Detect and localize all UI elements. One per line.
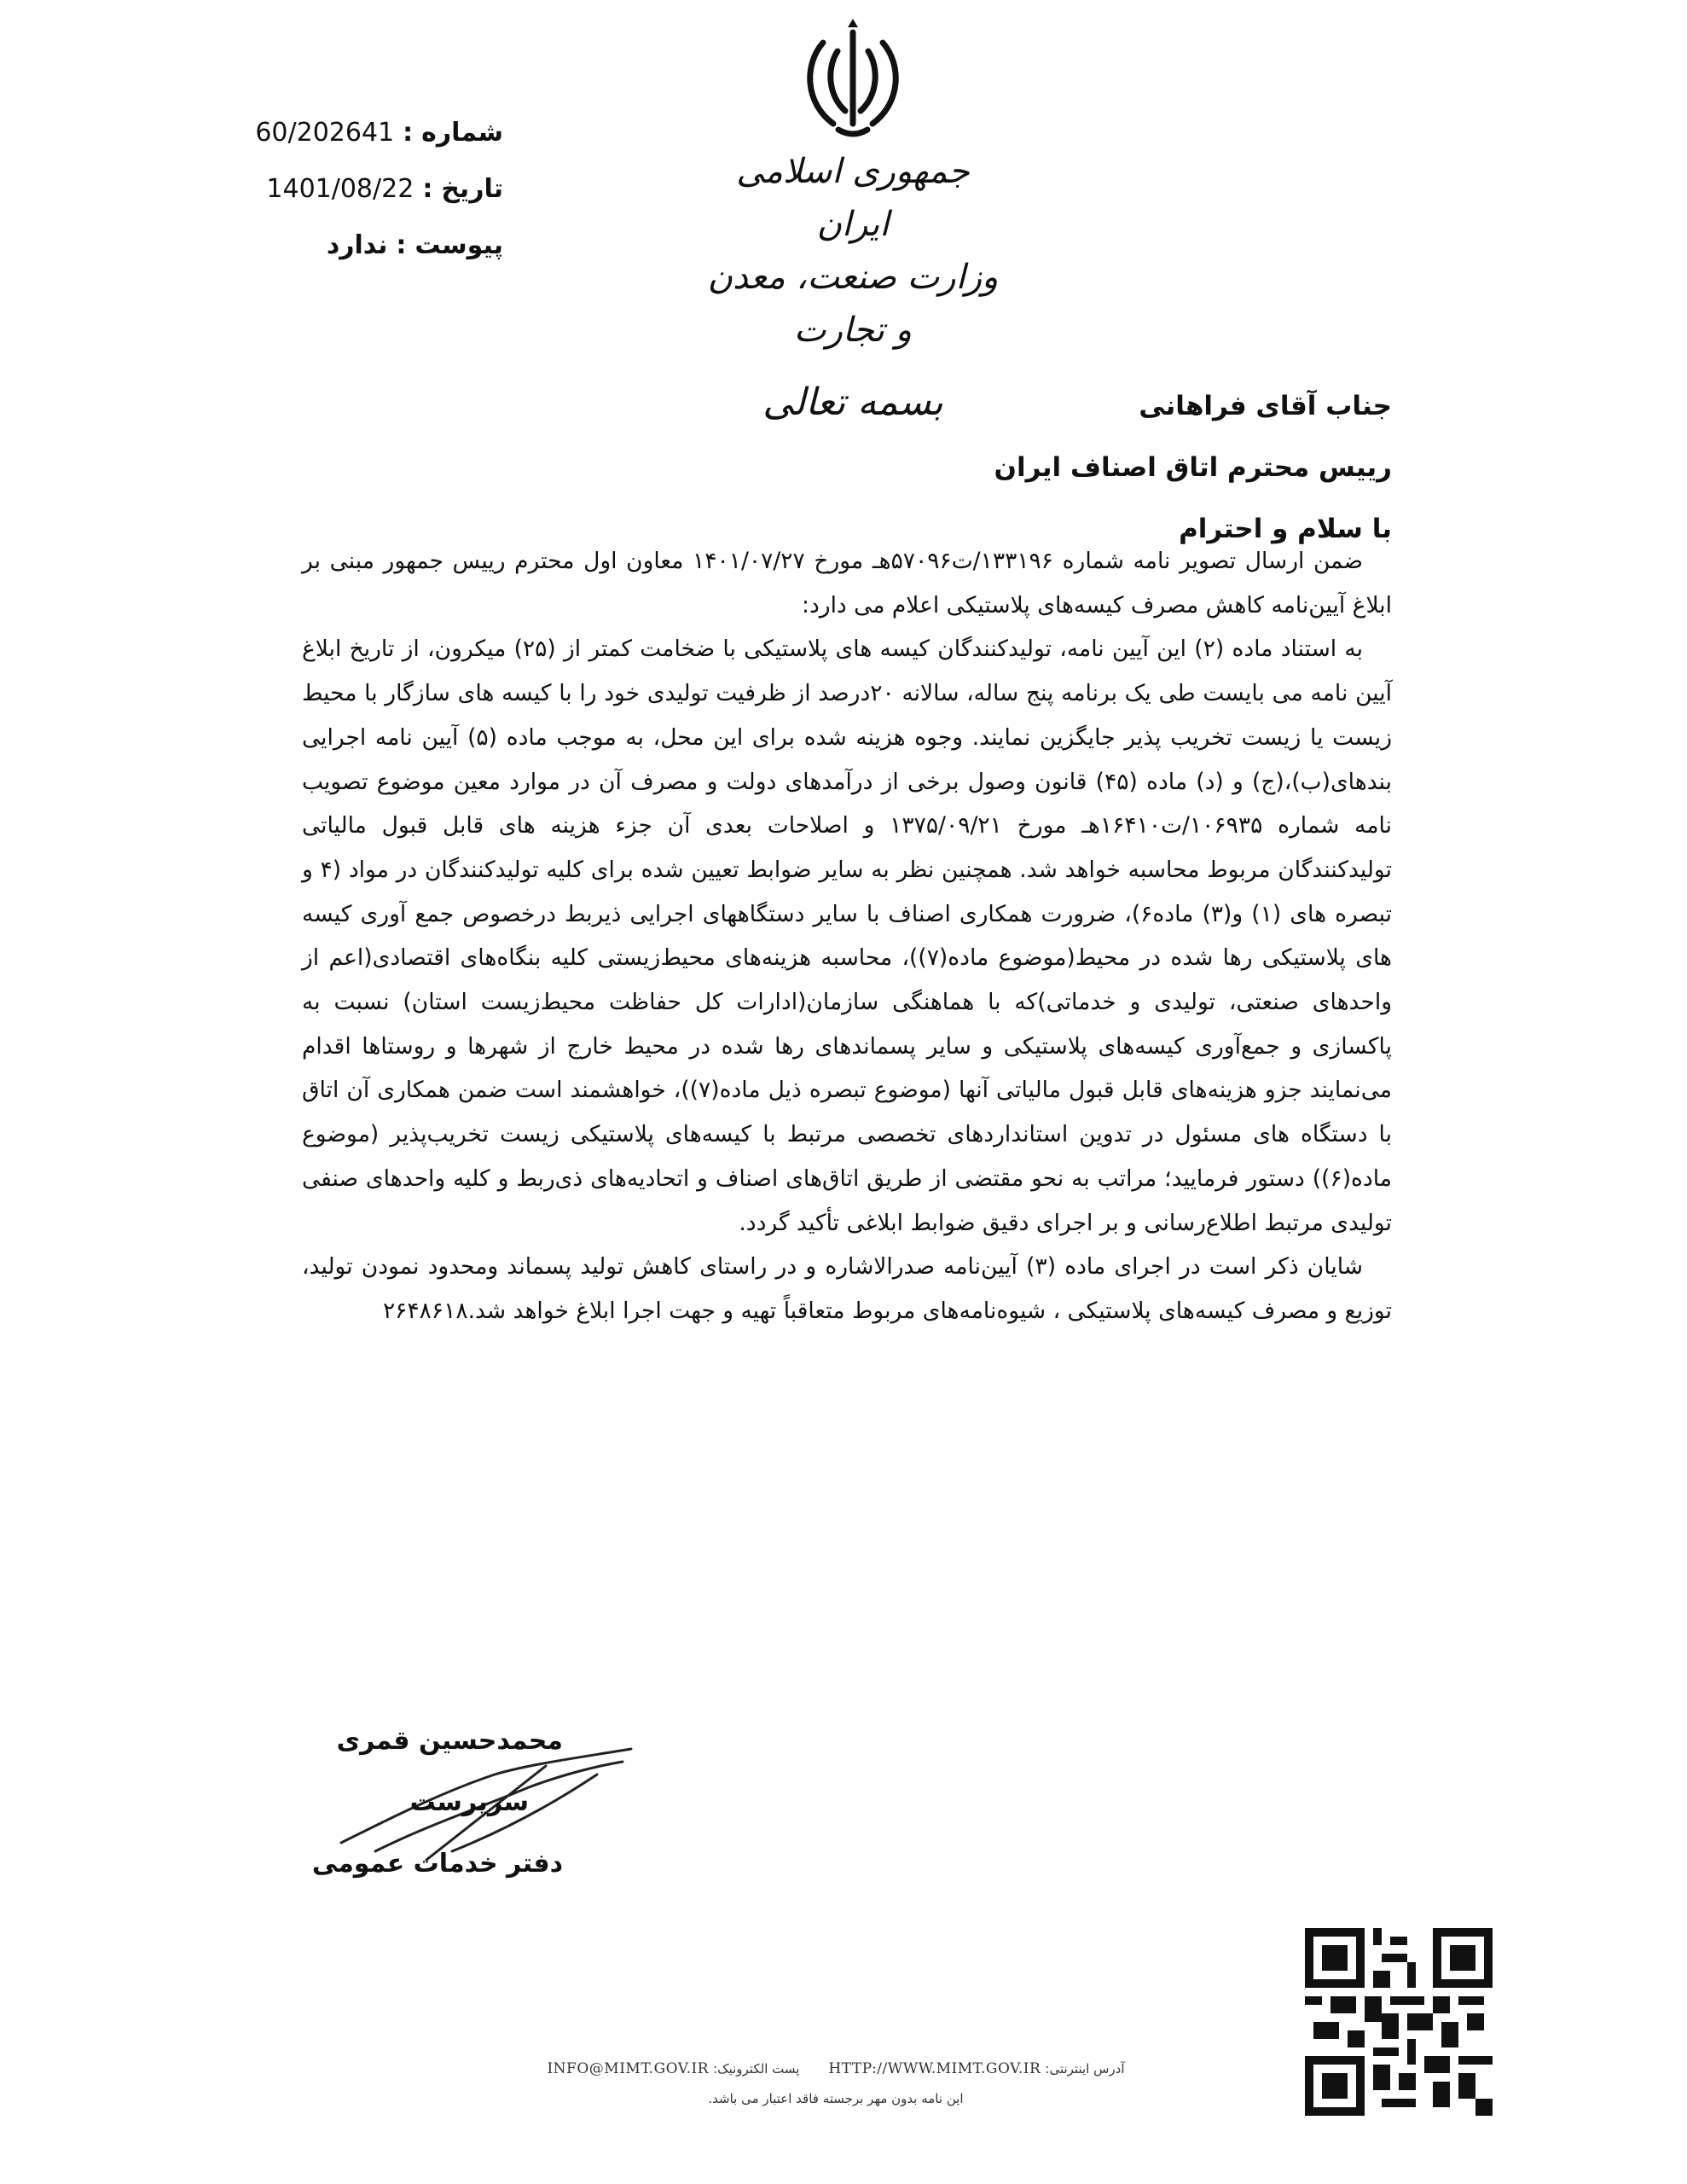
basmala: بسمه تعالی [762, 380, 943, 424]
signature-block [273, 1711, 563, 1907]
letter-attachment-row [213, 230, 503, 287]
footer [452, 2056, 1220, 2116]
signer-office: دفتر خدمات عمومی [311, 1849, 563, 1879]
body-paragraph: به استناد ماده (۲) این آیین نامه، تولیدکنندگان کیسه های پلاستیکی با ضخامت کمتر از (۲۵) میکرون، از تاریخ ابلاغ آیین نامه می بایست طی یک برنامه پنج ساله، سالانه ۲۰درصد از ظرفیت تولیدی خود را با کیسه های سازگار با محیط زیست یا زیست تخریب پذیر جایگزین نمایند. وجوه هزینه شده برای این محل، به موجب ماده (۵) آیین نامه اجرایی بندهای(ب)،(ج) و (د) ماده (۴۵) قانون وصول برخی از درآمدهای دولت و مصرف آن در موارد معین موضوع تصویب نامه شماره ۱۰۶۹۳۵/ت۱۶۴۱۰هـ مورخ ۱۳۷۵/۰۹/۲۱ و اصلاحات بعدی آن جزء هزینه های قابل قبول مالیاتی تولیدکنندگان مربوط محاسبه خواهد شد. همچنین نظر به سایر ضوابط تعیین شده برای کلیه تولیدکنندگان در مواد (۴ و تبصره های (۱) و(۳) ماده۶)، ضرورت همکاری اصناف با سایر دستگاههای اجرایی ذیربط درخصوص جمع آوری کیسه های پلاستیکی رها شده در محیط(موضوع ماده(۷))، محاسبه هزینه‌های محیط‌زیستی کلیه بنگاه‌های اقتصادی(اعم از واحدهای صنعتی، تولیدی و خدماتی)که با هماهنگی سازمان(ادارات کل حفاظت محیط‌زیست استان) نسبت به پاکسازی و جمع‌آوری کیسه‌های پلاستیکی و سایر پسماندهای رها شده در محیط خارج از شهرها و روستاها اقدام می‌نمایند جزو هزینه‌های قابل قبول مالیاتی آنها (موضوع تبصره ذیل ماده(۷))، خواهشمند است ضمن همکاری آن اتاق با دستگاه های مسئول در تدوین استانداردهای تخصصی مرتبط با کیسه‌های پلاستیکی زیست تخریب‌پذیر (موضوع ماده(۶)) دستور فرمایید؛ مراتب به نحو مقتضی از طریق اتاق‌های اصناف و اتحادیه‌های ذی‌ربط و کلیه واحدهای صنفی تولیدی مرتبط اطلاع‌رسانی و بر اجرای دقیق ضوابط ابلاغی تأکید گردد. [302, 636, 1393, 1236]
email-address[interactable]: INFO@MIMT.GOV.IR [547, 2060, 710, 2077]
separator: : [422, 174, 433, 204]
separator: : [396, 230, 407, 260]
iran-emblem-icon [789, 17, 917, 145]
letter-meta [213, 118, 503, 287]
letter-attachment-value: ندارد [326, 230, 388, 260]
country-name: جمهوری اسلامی ایران [736, 152, 970, 244]
separator: : [403, 118, 414, 148]
ministry-name: وزارت صنعت، معدن و تجارت [707, 258, 999, 350]
footer-email [547, 2056, 799, 2082]
footer-contacts [452, 2056, 1220, 2082]
web-address[interactable]: HTTP://WWW.MIMT.GOV.IR [828, 2060, 1041, 2077]
signer-name: محمدحسین قمری [336, 1726, 563, 1756]
letter-date-value: 1401/08/22 [266, 174, 415, 204]
letter-number-value: 60/202641 [255, 118, 395, 148]
letter-number-label: شماره [421, 118, 503, 148]
signer-role: سرپرست [409, 1787, 529, 1817]
letter-number-row [213, 118, 503, 174]
letter-date-row [213, 174, 503, 230]
body-paragraph: شایان ذکر است در اجرای ماده (۳) آیین‌نامه صدرالاشاره و در راستای کاهش تولید پسماند ومحدود نمودن تولید، توزیع و مصرف کیسه‌های پلاستیکی ، شیوه‌نامه‌های مربوط متعاقباً تهیه و جهت اجرا ابلاغ خواهد شد.۲۶۴۸۶۱۸ [302, 1253, 1392, 1324]
letter-attachment-label: پیوست [415, 230, 503, 260]
addressee: جناب آقای فراهانی [1139, 391, 1392, 421]
body-paragraph: ضمن ارسال تصویر نامه شماره ۱۳۳۱۹۶/ت۵۷۰۹۶هـ مورخ ۱۴۰۱/۰۷/۲۷ معاون اول محترم رییس جمهور مبنی بر ابلاغ آیین‌نامه کاهش مصرف کیسه‌های پلاستیکی اعلام می دارد: [302, 548, 1392, 619]
email-label: پست الکترونیک: [713, 2061, 800, 2077]
salutation [283, 375, 1392, 560]
footer-note: این نامه بدون مهر برجسته فاقد اعتبار می باشد. [708, 2091, 964, 2106]
web-label: آدرس اینترنتی: [1045, 2061, 1125, 2077]
greeting: با سلام و احترام [1179, 514, 1392, 544]
qr-code-icon [1305, 1928, 1493, 2116]
addressee-title: رییس محترم اتاق اصناف ایران [994, 452, 1392, 483]
letter-body [302, 539, 1392, 1333]
footer-web [828, 2056, 1124, 2082]
letter-date-label: تاریخ [441, 174, 503, 204]
